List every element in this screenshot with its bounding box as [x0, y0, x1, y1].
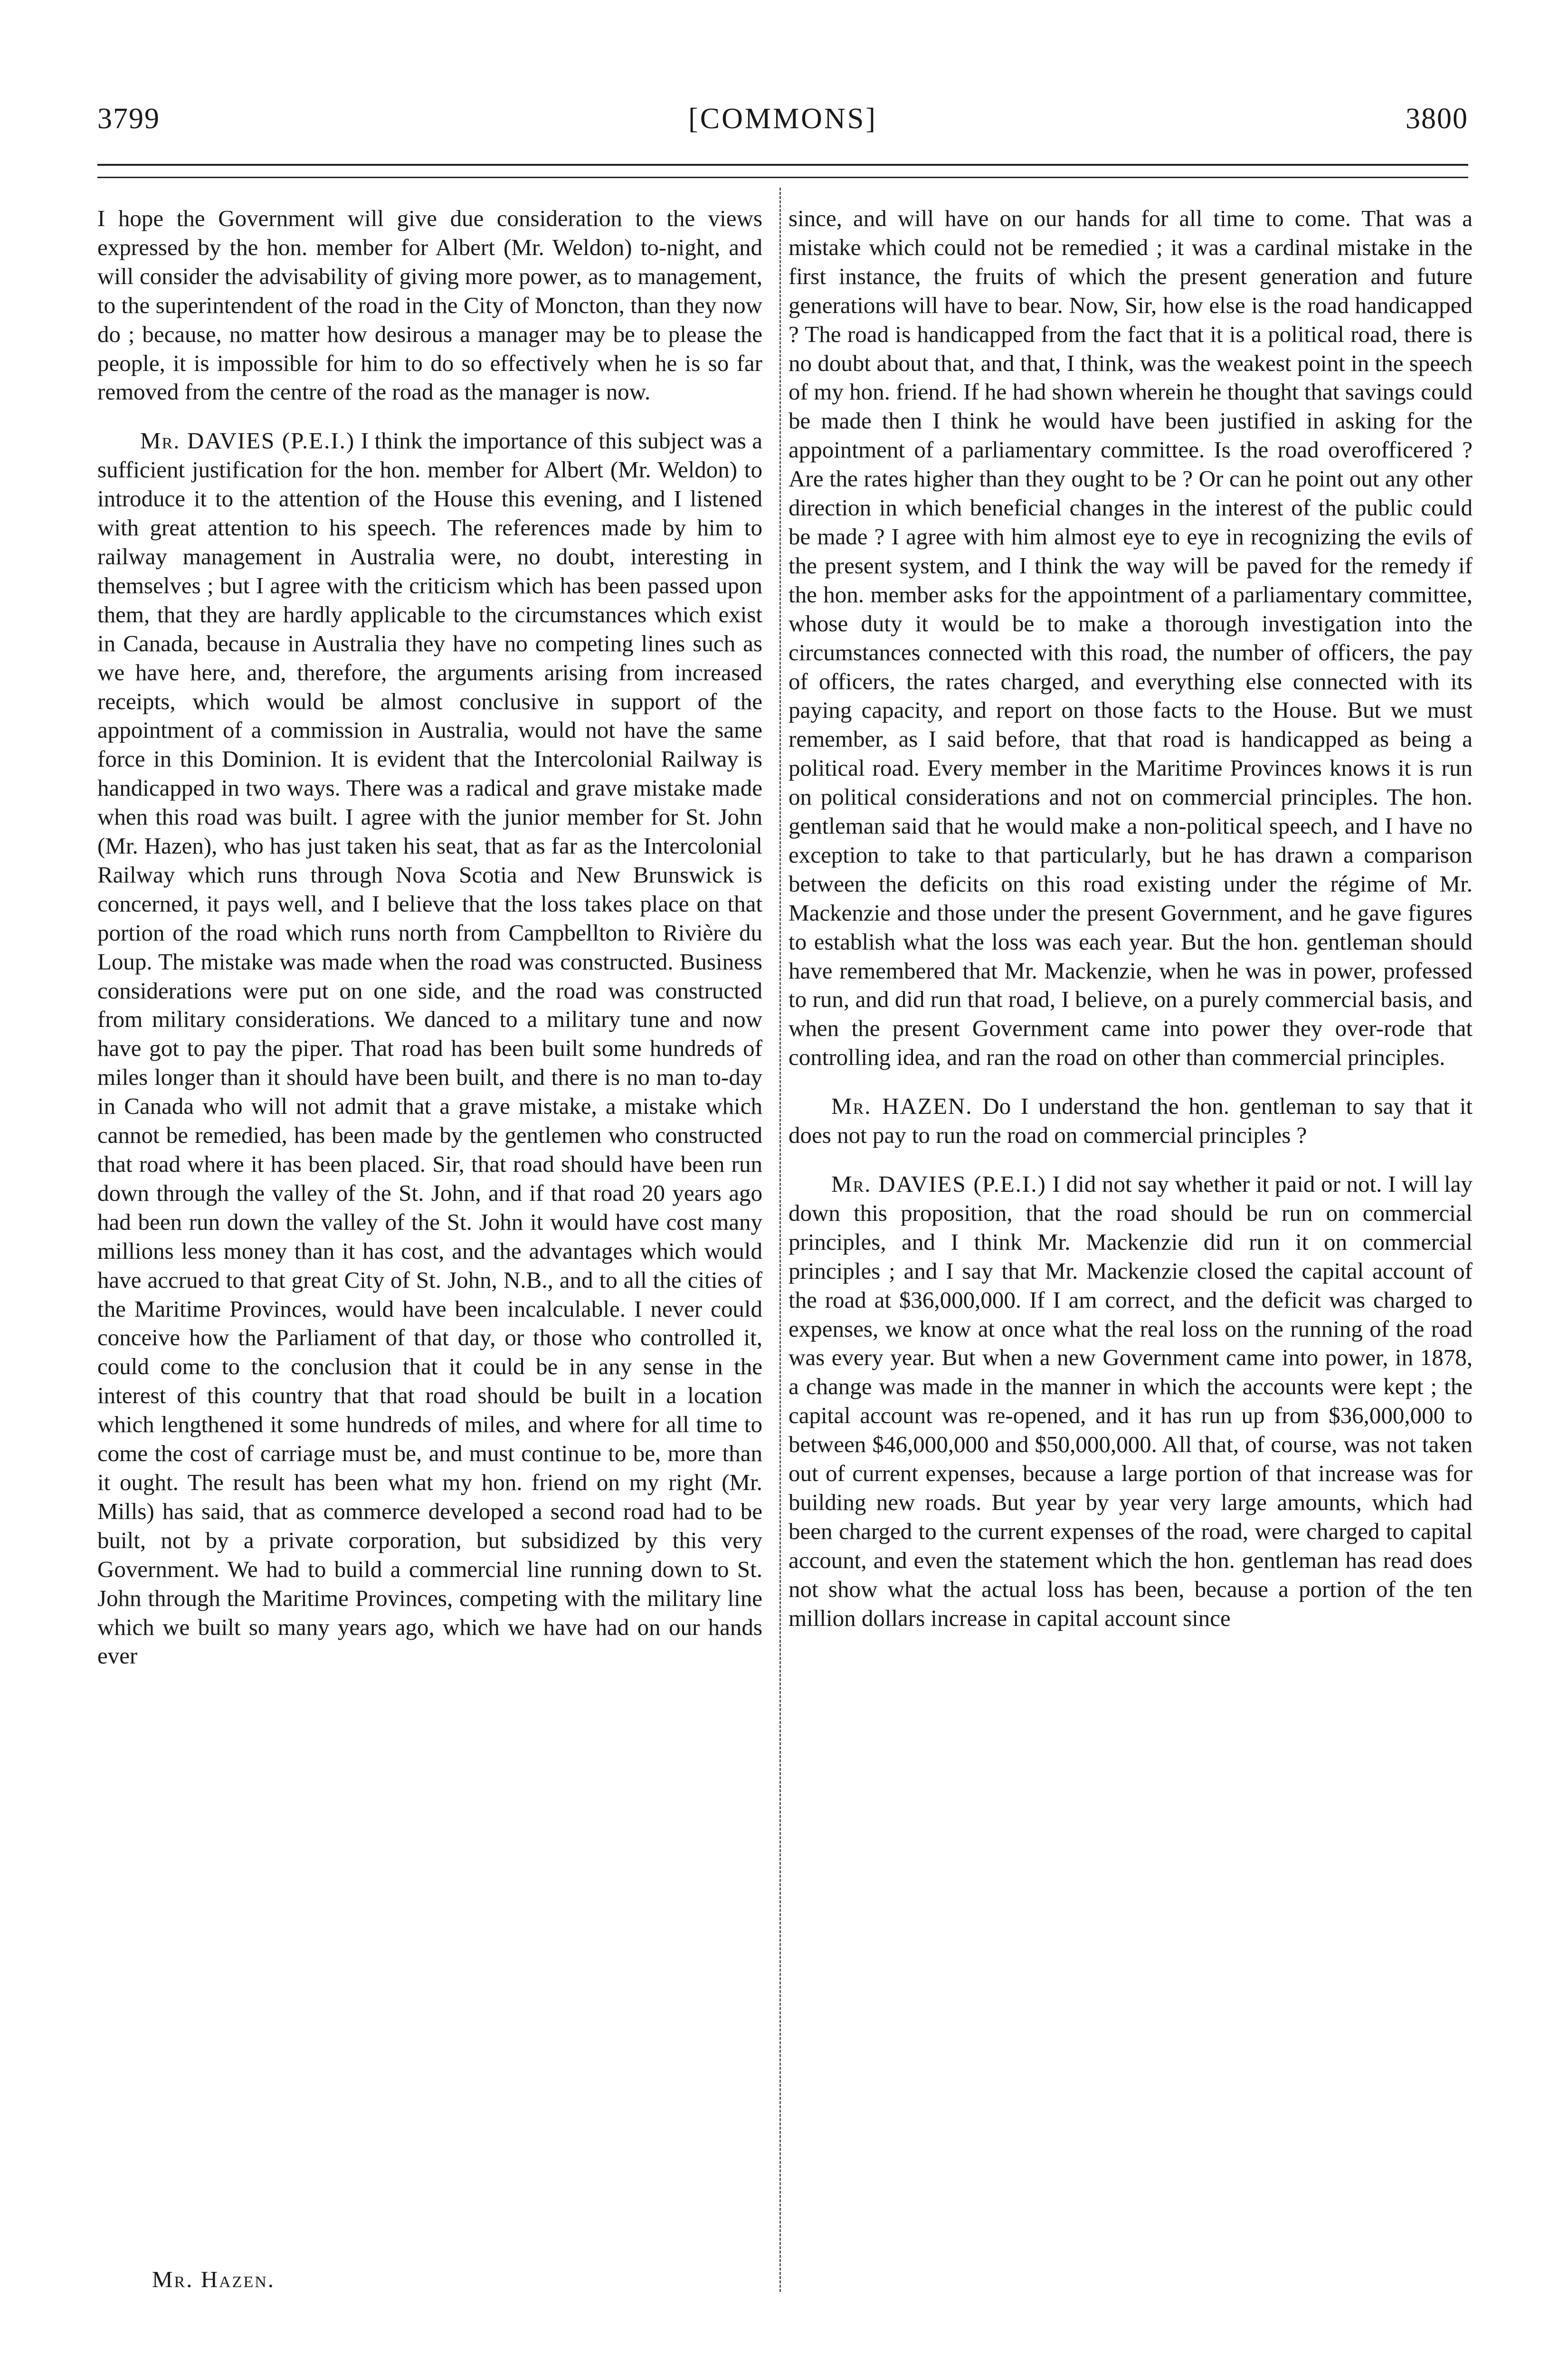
speech-text: I think the importance of this subject was a sufficient justification for the hon. member for Albert (Mr. Weldon) to introduce it to the attention of the House this evening, and I listened with great attention to his speech. The references made by him to railway management in Australia were, no doubt, interesting in themselves ; but I agree with the criticism which has been passed upon them, that they are hardly applicable to the circumstances which exist in Canada, because in Australia they have no competing lines such as we have here, and, therefore, the arguments arising from increased receipts, which would be almost conclusive in support of the appointment of a commission in Australia, would not have the same force in this Dominion. It is evident that the Intercolonial Railway is handicapped in two ways. There was a radical and grave mistake made when this road was built. I agree with the junior member for St. John (Mr. Hazen), who has just taken his seat, that as far as the Intercolonial Railway which runs through Nova Scotia and New Brunswick is concerned, it pays well, and I believe that the loss takes place on that portion of the road which runs north from Campbellton to Rivière du Loup. The mistake was made when the road was constructed. Business considerations were put on one side, and the road was constructed from military considerations. We danced to a military tune and now have got to pay the piper. That road has been built some hundreds of miles longer than it should have been built, and there is no man to-day in Canada who will not admit that a grave mistake, a mistake which cannot be remedied, has been made by the gentlemen who constructed that road where it has been placed. Sir, that road should have been run down through the valley of the St. John, and if that road 20 years ago had been run down the valley of the St. John it would have cost many millions less money than it has cost, and the advantages which would have accrued to that great City of St. John, N.B., and to all the cities of the Maritime Provinces, would have been incalculable. I never could conceive how the Parliament of that day, or those who controlled it, could come to the conclusion that it could be in any sense in the interest of this country that that road should be built in a location which lengthened it some hundreds of miles, and where for all time to come the cost of carriage must be, and must continue to be, more than it ought. The result has been what my hon. friend on my right (Mr. Mills) has said, that as commerce developed a second road had to be built, not by a private corporation, but subsidized by this very Government. We had to build a commercial line running down to St. John through the Maritime Provinces, competing with the military line which we built so many years ago, which we have had on our hands ever: [97, 428, 763, 1669]
right-column: [789, 204, 1473, 1633]
footer-catchword: Mr. Hazen.: [152, 2266, 276, 2292]
column-divider: [779, 188, 781, 2292]
page-header: [97, 97, 1468, 140]
speech-text: Do I understand the hon. gentleman to say that it does not pay to run the road on commercial principles ?: [789, 1093, 1473, 1149]
speaker-name: Mr. DAVIES (P.E.I.): [831, 1171, 1046, 1197]
left-page-number: 3799: [97, 102, 160, 135]
speech-paragraph: [789, 1170, 1473, 1633]
paragraph: since, and will have on our hands for all time to come. That was a mistake which could not be remedied ; it was a cardinal mistake in the first instance, the fruits of which the present generation and future generations will have to bear. Now, Sir, how else is the road handicapped ? The road is handicapped from the fact that it is a political road, there is no doubt about that, and that, I think, was the weakest point in the speech of my hon. friend. If he had shown wherein he thought that savings could be made then I think he would have been justified in asking for the appointment of a parliamentary committee. Is the road overofficered ? Are the rates higher than they ought to be ? Or can he point out any other direction in which beneficial changes in the interest of the public could be made ? I agree with him almost eye to eye in recognizing the evils of the present system, and I think the way will be paved for the remedy if the hon. member asks for the appointment of a parliamentary committee, whose duty it would be to make a thorough investigation into the circumstances connected with this road, the number of officers, the pay of officers, the rates charged, and everything else connected with its paying capacity, and report on those facts to the House. But we must remember, as I said before, that that road is handicapped as being a political road. Every member in the Maritime Provinces knows it is run on political considerations and not on commercial principles. The hon. gentleman said that he would make a non-political speech, and I have no exception to take to that particularly, but he has drawn a comparison between the deficits on this road existing under the régime of Mr. Mackenzie and those under the present Government, and he gave figures to establish what the loss was each year. But the hon. gentleman should have remembered that Mr. Mackenzie, when he was in power, professed to run, and did run that road, I believe, on a purely commercial basis, and when the present Government came into power they over-rode that controlling idea, and ran the road on other than commercial principles.: [789, 205, 1473, 1071]
running-head: [COMMONS]: [688, 102, 877, 135]
speech-paragraph: [789, 1092, 1473, 1150]
speech-text: I did not say whether it paid or not. I will lay down this proposition, that the road should be run on commercial principles, and I think Mr. Mackenzie did run it on commercial principles ; and I say that Mr. Mackenzie closed the capital account of the road at $36,000,000. If I am correct, and the deficit was charged to expenses, we know at once what the real loss on the running of the road was every year. But when a new Government came into power, in 1878, a change was made in the manner in which the accounts were kept ; the capital account was re-opened, and it has run up from $36,000,000 to between $46,000,000 and $50,000,000. All that, of course, was not taken out of current expenses, because a large portion of that increase was for building new roads. But year by year very large amounts, which had been charged to the current expenses of the road, were charged to capital account, and even the statement which the hon. gentleman has read does not show what the actual loss has been, because a portion of the ten million dollars increase in capital account since: [789, 1171, 1473, 1631]
paragraph: I hope the Government will give due consideration to the views expressed by the hon. member for Albert (Mr. Weldon) to-night, and will consider the advisability of giving more power, as to management, to the superintendent of the road in the City of Moncton, than they now do ; because, no matter how desirous a manager may be to please the people, it is impossible for him to do so effectively when he is so far removed from the centre of the road as the manager is now.: [97, 205, 762, 405]
speech-paragraph: [97, 427, 762, 1671]
speaker-name: Mr. DAVIES (P.E.I.): [140, 428, 355, 454]
right-page-number: 3800: [1406, 102, 1468, 135]
header-rule-bottom: [97, 177, 1468, 178]
header-rule-top: [97, 164, 1468, 166]
left-column: [97, 204, 762, 1671]
speaker-name: Mr. HAZEN.: [831, 1093, 973, 1120]
